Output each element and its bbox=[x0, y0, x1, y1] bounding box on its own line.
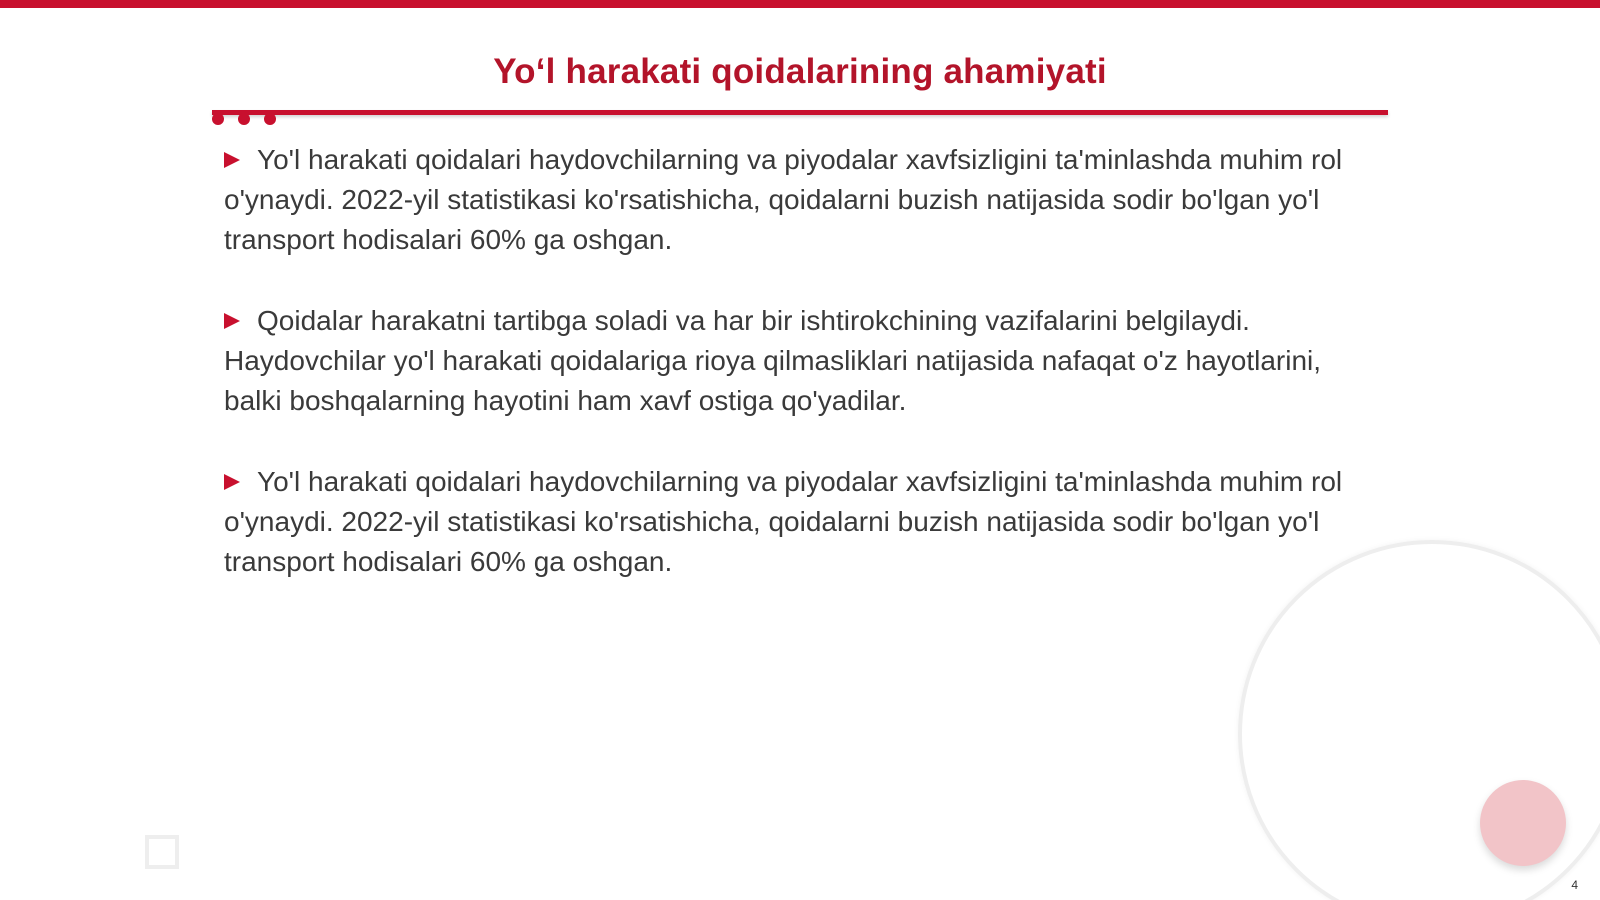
triangle-bullet-icon bbox=[224, 474, 240, 490]
bullet-text: Yo'l harakati qoidalari haydovchilarning va piyodalar xavfsizligini ta'minlashda muhim rol o'ynaydi. 2022-yil statistikasi ko'rsatishicha, qoidalarni buzish natijasida sodir bo'lgan yo'l transport hodisalari 60% ga oshgan. bbox=[224, 144, 1343, 255]
top-accent-bar bbox=[0, 0, 1600, 8]
decorative-pink-circle bbox=[1480, 780, 1566, 866]
bullet-paragraph bbox=[224, 301, 1354, 421]
page-number: 4 bbox=[1571, 878, 1578, 892]
decorative-square bbox=[145, 835, 179, 869]
triangle-bullet-icon bbox=[224, 313, 240, 329]
decorative-dot bbox=[212, 113, 224, 125]
bullet-paragraph bbox=[224, 462, 1354, 582]
decorative-dot bbox=[264, 113, 276, 125]
bullet-text: Yo'l harakati qoidalari haydovchilarning va piyodalar xavfsizligini ta'minlashda muhim rol o'ynaydi. 2022-yil statistikasi ko'rsatishicha, qoidalarni buzish natijasida sodir bo'lgan yo'l transport hodisalari 60% ga oshgan. bbox=[224, 466, 1343, 577]
slide-content bbox=[224, 140, 1354, 623]
bullet-text: Qoidalar harakatni tartibga soladi va har bir ishtirokchining vazifalarini belgilaydi. Haydovchilar yo'l harakati qoidalariga rioya qilmasliklari natijasida nafaqat o'z hayotlarini, balki boshqalarning hayotini ham xavf ostiga qo'yadilar. bbox=[224, 305, 1322, 416]
slide-title: Yo‘l harakati qoidalarining ahamiyati bbox=[493, 52, 1107, 91]
bullet-paragraph bbox=[224, 140, 1354, 260]
title-underline bbox=[212, 110, 1388, 115]
decorative-dot bbox=[238, 113, 250, 125]
triangle-bullet-icon bbox=[224, 152, 240, 168]
